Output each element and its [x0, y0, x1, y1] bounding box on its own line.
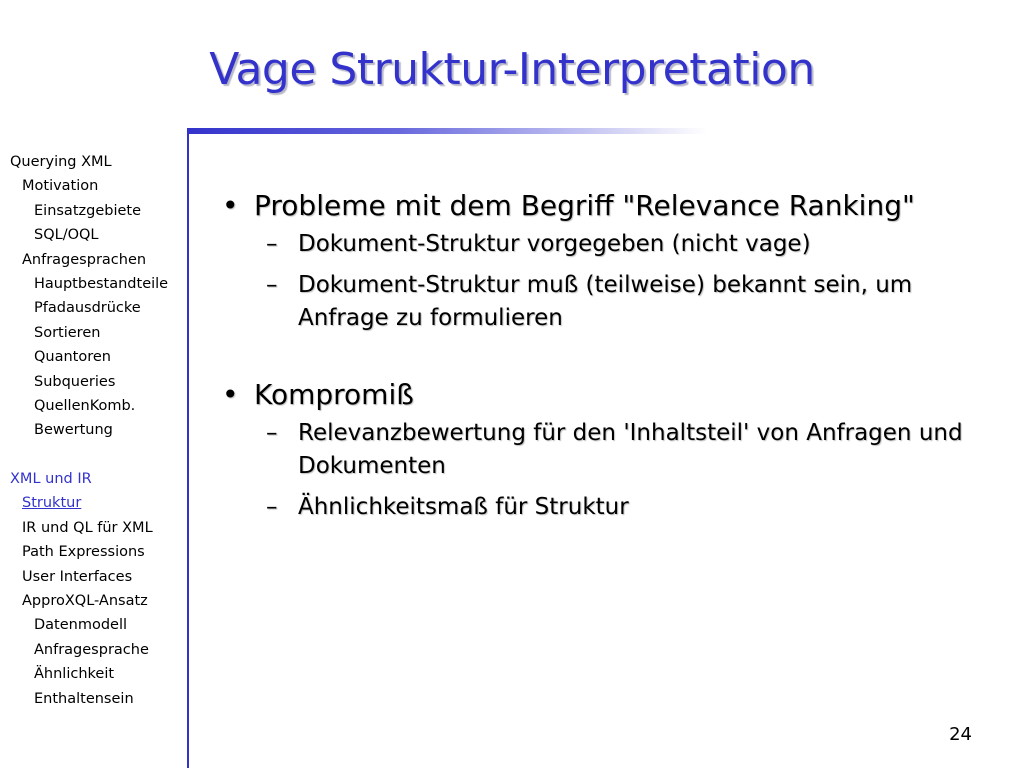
nav-item-quellenkomb[interactable]: QuellenKomb.	[34, 397, 136, 414]
bullet-item	[212, 186, 992, 226]
bullet-mark: •	[222, 378, 239, 411]
sub-bullet-text: Dokument-Struktur muß (teilweise) bekannt sein, um Anfrage zu formulieren	[298, 272, 913, 331]
slide-title: Vage Struktur-Interpretation	[209, 44, 815, 95]
slide-body	[212, 186, 992, 532]
dash-mark: –	[266, 272, 278, 298]
nav-item-pfadausdruecke[interactable]: Pfadausdrücke	[34, 300, 141, 317]
sub-bullet-item	[212, 491, 992, 524]
nav-item-anfragesprache[interactable]: Anfragesprache	[34, 641, 149, 658]
bullet-text: Kompromiß	[254, 378, 414, 411]
nav-spacer	[10, 443, 186, 467]
sidebar-divider	[187, 128, 189, 768]
nav-item-approxql-ansatz[interactable]: ApproXQL-Ansatz	[22, 593, 148, 610]
sub-bullet-text: Dokument-Struktur vorgegeben (nicht vage)	[298, 231, 811, 257]
nav-item-anfragesprachen[interactable]: Anfragesprachen	[22, 251, 147, 268]
title-underline	[187, 128, 707, 134]
nav-item-quantoren[interactable]: Quantoren	[34, 349, 111, 366]
nav-item-sortieren[interactable]: Sortieren	[34, 324, 101, 341]
outline-sidebar	[10, 150, 186, 711]
bullet-spacer	[212, 343, 992, 375]
nav-item-user-interfaces[interactable]: User Interfaces	[22, 568, 133, 585]
sub-bullet-text: Relevanzbewertung für den 'Inhaltsteil' von Anfragen und Dokumenten	[298, 420, 963, 479]
nav-item-path-expressions[interactable]: Path Expressions	[22, 544, 145, 561]
nav-item-sql-oql[interactable]: SQL/OQL	[34, 227, 99, 244]
sub-bullet-item	[212, 269, 992, 335]
nav-item-motivation[interactable]: Motivation	[22, 178, 99, 195]
dash-mark: –	[266, 420, 278, 446]
nav-item-ir-und-ql[interactable]: IR und QL für XML	[22, 519, 153, 536]
nav-item-einsatzgebiete[interactable]: Einsatzgebiete	[34, 202, 142, 219]
sub-bullet-item	[212, 417, 992, 483]
nav-item-bewertung[interactable]: Bewertung	[34, 422, 113, 439]
sub-bullet-text: Ähnlichkeitsmaß für Struktur	[298, 494, 629, 520]
nav-item-xml-und-ir[interactable]: XML und IR	[10, 471, 92, 488]
nav-item-enthaltensein[interactable]: Enthaltensein	[34, 690, 134, 707]
bullet-mark: •	[222, 189, 239, 222]
nav-item-subqueries[interactable]: Subqueries	[34, 373, 116, 390]
dash-mark: –	[266, 231, 278, 257]
page-number: 24	[949, 724, 972, 745]
nav-item-struktur[interactable]: Struktur	[22, 495, 82, 512]
bullet-item	[212, 375, 992, 415]
nav-item-querying-xml[interactable]: Querying XML	[10, 154, 112, 170]
dash-mark: –	[266, 494, 278, 520]
bullet-text: Probleme mit dem Begriff "Relevance Ranking"	[254, 189, 915, 222]
sub-bullet-item	[212, 228, 992, 261]
nav-item-aehnlichkeit[interactable]: Ähnlichkeit	[34, 666, 115, 683]
nav-item-datenmodell[interactable]: Datenmodell	[34, 617, 128, 634]
nav-item-hauptbestandteile[interactable]: Hauptbestandteile	[34, 275, 169, 292]
